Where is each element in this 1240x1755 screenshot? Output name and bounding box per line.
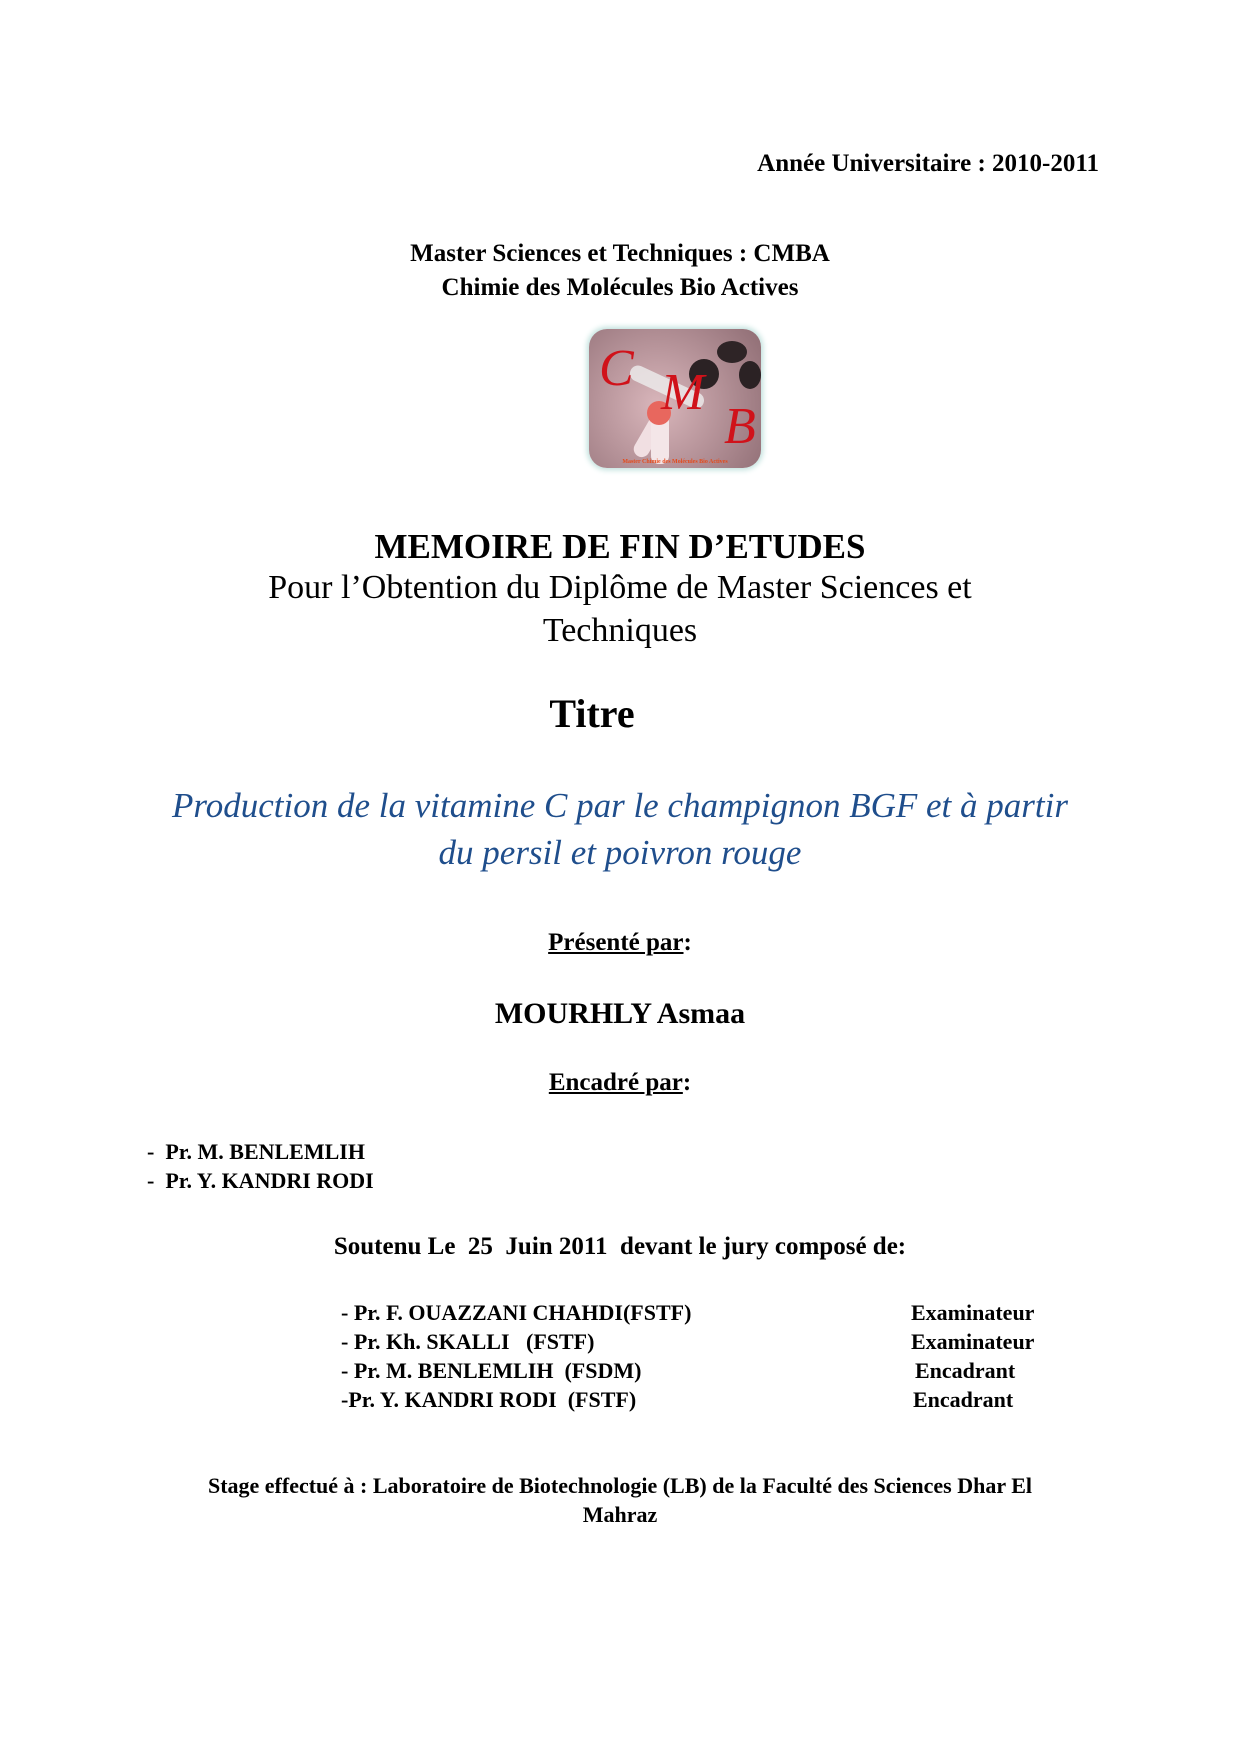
internship-line-2: Mahraz <box>582 1502 658 1527</box>
memoire-subtitle-1: Pour l’Obtention du Diplôme de Master Sciences et <box>268 569 972 606</box>
presented-by-label: Présenté par: <box>548 929 692 956</box>
logo-letter-c: C <box>599 340 634 397</box>
supervised-by-label: Encadré par: <box>548 1069 692 1096</box>
thesis-title-line-2: du persil et poivron rouge <box>438 833 802 872</box>
thesis-title-line-1: Production de la vitamine C par le champignon BGF et à partir <box>172 786 1068 825</box>
logo-letter-m: M <box>661 364 705 421</box>
memoire-subtitle-2: Techniques <box>542 612 698 649</box>
internship-line-1: Stage effectué à : Laboratoire de Biotechnologie (LB) de la Faculté des Sciences Dhar El <box>207 1473 1033 1498</box>
defense-statement: Soutenu Le 25 Juin 2011 devant le jury composé de: <box>333 1233 907 1260</box>
academic-year: Année Universitaire : 2010-2011 <box>757 150 1099 177</box>
student-name: MOURHLY Asmaa <box>494 997 746 1030</box>
jury-table <box>341 1298 1034 1414</box>
memoire-title: MEMOIRE DE FIN D’ETUDES <box>374 527 866 566</box>
jury-row: - Pr. Kh. SKALLI (FSTF) Examinateur <box>341 1328 1035 1354</box>
cmba-logo <box>589 329 761 468</box>
jury-row: - Pr. F. OUAZZANI CHAHDI(FSTF) Examinateur <box>341 1299 1035 1325</box>
supervisor-item: - Pr. Y. KANDRI RODI <box>147 1168 374 1193</box>
program-line-2: Chimie des Molécules Bio Actives <box>441 274 799 301</box>
program-line-1: Master Sciences et Techniques : CMBA <box>410 240 830 267</box>
jury-row: - Pr. M. BENLEMLIH (FSDM) Encadrant <box>341 1357 1016 1383</box>
titre-label: Titre <box>549 691 635 736</box>
logo-caption: Master Chimie des Molécules Bio Actives <box>622 459 728 465</box>
logo-letter-b: B <box>724 398 756 455</box>
supervisor-item: - Pr. M. BENLEMLIH <box>147 1139 365 1164</box>
jury-row: -Pr. Y. KANDRI RODI (FSTF) Encadrant <box>341 1386 1014 1412</box>
